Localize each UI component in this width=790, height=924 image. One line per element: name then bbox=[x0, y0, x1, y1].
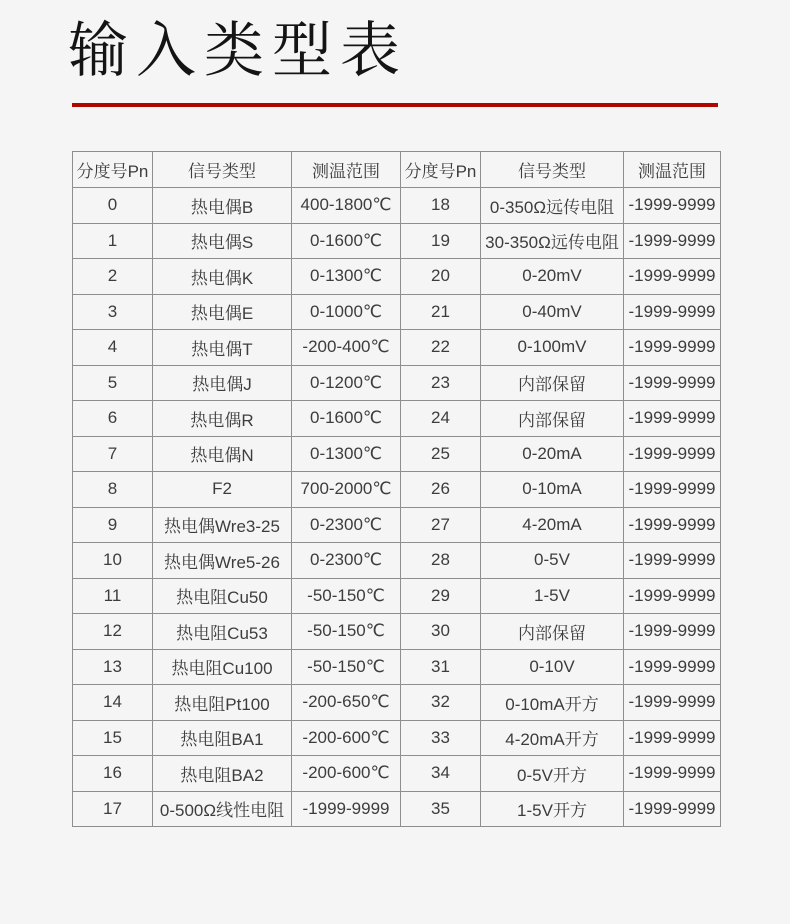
table-row bbox=[73, 188, 721, 224]
cell-signal-left: 0-500Ω线性电阻 bbox=[153, 791, 292, 827]
cell-range-right: -1999-9999 bbox=[624, 791, 721, 827]
cell-signal-right: 0-5V开方 bbox=[481, 756, 624, 792]
cell-range-left: 0-1600℃ bbox=[292, 401, 401, 437]
cell-signal-left: 热电阻BA1 bbox=[153, 720, 292, 756]
cell-pn-left: 16 bbox=[73, 756, 153, 792]
cell-range-left: 0-2300℃ bbox=[292, 507, 401, 543]
cell-signal-right: 内部保留 bbox=[481, 401, 624, 437]
cell-pn-right: 30 bbox=[401, 614, 481, 650]
cell-range-left: 0-1200℃ bbox=[292, 365, 401, 401]
cell-signal-right: 0-10mA开方 bbox=[481, 685, 624, 721]
cell-range-right: -1999-9999 bbox=[624, 401, 721, 437]
cell-signal-right: 4-20mA开方 bbox=[481, 720, 624, 756]
cell-signal-right: 0-10V bbox=[481, 649, 624, 685]
cell-signal-right: 0-350Ω远传电阻 bbox=[481, 188, 624, 224]
cell-pn-left: 8 bbox=[73, 472, 153, 508]
cell-range-left: 0-1600℃ bbox=[292, 223, 401, 259]
cell-signal-right: 0-10mA bbox=[481, 472, 624, 508]
input-type-table-body bbox=[73, 188, 721, 827]
cell-range-left: -200-600℃ bbox=[292, 720, 401, 756]
cell-range-left: -200-650℃ bbox=[292, 685, 401, 721]
cell-range-right: -1999-9999 bbox=[624, 756, 721, 792]
cell-pn-left: 1 bbox=[73, 223, 153, 259]
cell-signal-left: 热电偶N bbox=[153, 436, 292, 472]
cell-signal-left: 热电偶J bbox=[153, 365, 292, 401]
table-row bbox=[73, 330, 721, 366]
cell-pn-left: 14 bbox=[73, 685, 153, 721]
cell-pn-right: 32 bbox=[401, 685, 481, 721]
cell-range-left: -50-150℃ bbox=[292, 578, 401, 614]
cell-range-right: -1999-9999 bbox=[624, 188, 721, 224]
cell-pn-left: 2 bbox=[73, 259, 153, 295]
table-row bbox=[73, 756, 721, 792]
cell-range-right: -1999-9999 bbox=[624, 365, 721, 401]
cell-pn-left: 6 bbox=[73, 401, 153, 437]
table-row bbox=[73, 365, 721, 401]
cell-pn-left: 0 bbox=[73, 188, 153, 224]
table-row bbox=[73, 543, 721, 579]
cell-pn-left: 15 bbox=[73, 720, 153, 756]
cell-pn-right: 22 bbox=[401, 330, 481, 366]
cell-pn-right: 25 bbox=[401, 436, 481, 472]
col-header-signal-left: 信号类型 bbox=[153, 152, 292, 188]
cell-signal-left: 热电阻Pt100 bbox=[153, 685, 292, 721]
cell-signal-left: 热电偶Wre5-26 bbox=[153, 543, 292, 579]
cell-pn-left: 10 bbox=[73, 543, 153, 579]
cell-range-right: -1999-9999 bbox=[624, 436, 721, 472]
cell-signal-right: 1-5V bbox=[481, 578, 624, 614]
table-row bbox=[73, 791, 721, 827]
cell-range-right: -1999-9999 bbox=[624, 223, 721, 259]
cell-signal-left: 热电偶E bbox=[153, 294, 292, 330]
cell-pn-left: 7 bbox=[73, 436, 153, 472]
cell-signal-left: 热电阻Cu100 bbox=[153, 649, 292, 685]
table-row bbox=[73, 436, 721, 472]
cell-range-right: -1999-9999 bbox=[624, 330, 721, 366]
cell-pn-right: 18 bbox=[401, 188, 481, 224]
table-row bbox=[73, 259, 721, 295]
table-row bbox=[73, 649, 721, 685]
table-row bbox=[73, 578, 721, 614]
cell-range-left: -1999-9999 bbox=[292, 791, 401, 827]
cell-range-left: -50-150℃ bbox=[292, 614, 401, 650]
cell-signal-left: 热电偶B bbox=[153, 188, 292, 224]
cell-range-right: -1999-9999 bbox=[624, 294, 721, 330]
cell-range-left: 0-1300℃ bbox=[292, 436, 401, 472]
cell-signal-right: 内部保留 bbox=[481, 614, 624, 650]
cell-pn-right: 27 bbox=[401, 507, 481, 543]
col-header-range-left: 测温范围 bbox=[292, 152, 401, 188]
cell-pn-right: 26 bbox=[401, 472, 481, 508]
cell-range-left: -200-600℃ bbox=[292, 756, 401, 792]
cell-pn-right: 31 bbox=[401, 649, 481, 685]
cell-pn-left: 13 bbox=[73, 649, 153, 685]
cell-range-left: -200-400℃ bbox=[292, 330, 401, 366]
table-header-row bbox=[73, 152, 721, 188]
cell-pn-left: 4 bbox=[73, 330, 153, 366]
cell-range-right: -1999-9999 bbox=[624, 649, 721, 685]
cell-range-right: -1999-9999 bbox=[624, 578, 721, 614]
cell-range-right: -1999-9999 bbox=[624, 507, 721, 543]
col-header-signal-right: 信号类型 bbox=[481, 152, 624, 188]
table-row bbox=[73, 614, 721, 650]
col-header-range-right: 测温范围 bbox=[624, 152, 721, 188]
page-title: 输入类型表 bbox=[68, 17, 408, 84]
cell-pn-right: 19 bbox=[401, 223, 481, 259]
cell-range-right: -1999-9999 bbox=[624, 685, 721, 721]
cell-pn-left: 12 bbox=[73, 614, 153, 650]
cell-signal-right: 30-350Ω远传电阻 bbox=[481, 223, 624, 259]
cell-range-right: -1999-9999 bbox=[624, 259, 721, 295]
cell-signal-right: 4-20mA bbox=[481, 507, 624, 543]
table-row bbox=[73, 685, 721, 721]
cell-signal-right: 0-100mV bbox=[481, 330, 624, 366]
cell-range-left: 700-2000℃ bbox=[292, 472, 401, 508]
cell-pn-right: 20 bbox=[401, 259, 481, 295]
cell-signal-right: 0-5V bbox=[481, 543, 624, 579]
cell-range-left: 400-1800℃ bbox=[292, 188, 401, 224]
cell-range-left: 0-1300℃ bbox=[292, 259, 401, 295]
cell-signal-left: 热电阻Cu50 bbox=[153, 578, 292, 614]
cell-signal-right: 0-40mV bbox=[481, 294, 624, 330]
cell-signal-left: 热电偶R bbox=[153, 401, 292, 437]
cell-signal-left: 热电偶K bbox=[153, 259, 292, 295]
cell-signal-left: 热电偶Wre3-25 bbox=[153, 507, 292, 543]
cell-range-left: 0-1000℃ bbox=[292, 294, 401, 330]
cell-pn-left: 3 bbox=[73, 294, 153, 330]
table-row bbox=[73, 294, 721, 330]
cell-range-right: -1999-9999 bbox=[624, 720, 721, 756]
cell-pn-left: 9 bbox=[73, 507, 153, 543]
table-row bbox=[73, 223, 721, 259]
cell-pn-right: 23 bbox=[401, 365, 481, 401]
title-divider bbox=[72, 103, 718, 107]
col-header-pn-right: 分度号Pn bbox=[401, 152, 481, 188]
cell-signal-right: 0-20mA bbox=[481, 436, 624, 472]
cell-pn-right: 29 bbox=[401, 578, 481, 614]
cell-signal-right: 内部保留 bbox=[481, 365, 624, 401]
cell-range-right: -1999-9999 bbox=[624, 472, 721, 508]
table-row bbox=[73, 507, 721, 543]
cell-signal-left: 热电阻BA2 bbox=[153, 756, 292, 792]
cell-range-right: -1999-9999 bbox=[624, 614, 721, 650]
cell-pn-left: 17 bbox=[73, 791, 153, 827]
cell-signal-left: 热电偶S bbox=[153, 223, 292, 259]
cell-signal-left: 热电偶T bbox=[153, 330, 292, 366]
input-type-table bbox=[72, 151, 721, 827]
cell-signal-left: F2 bbox=[153, 472, 292, 508]
cell-range-left: -50-150℃ bbox=[292, 649, 401, 685]
cell-range-right: -1999-9999 bbox=[624, 543, 721, 579]
cell-pn-right: 35 bbox=[401, 791, 481, 827]
table-row bbox=[73, 472, 721, 508]
cell-pn-left: 11 bbox=[73, 578, 153, 614]
cell-range-left: 0-2300℃ bbox=[292, 543, 401, 579]
table-row bbox=[73, 401, 721, 437]
cell-signal-right: 0-20mV bbox=[481, 259, 624, 295]
cell-pn-right: 28 bbox=[401, 543, 481, 579]
cell-pn-right: 33 bbox=[401, 720, 481, 756]
table-row bbox=[73, 720, 721, 756]
cell-pn-right: 24 bbox=[401, 401, 481, 437]
cell-signal-right: 1-5V开方 bbox=[481, 791, 624, 827]
cell-pn-left: 5 bbox=[73, 365, 153, 401]
cell-pn-right: 21 bbox=[401, 294, 481, 330]
cell-pn-right: 34 bbox=[401, 756, 481, 792]
col-header-pn-left: 分度号Pn bbox=[73, 152, 153, 188]
cell-signal-left: 热电阻Cu53 bbox=[153, 614, 292, 650]
